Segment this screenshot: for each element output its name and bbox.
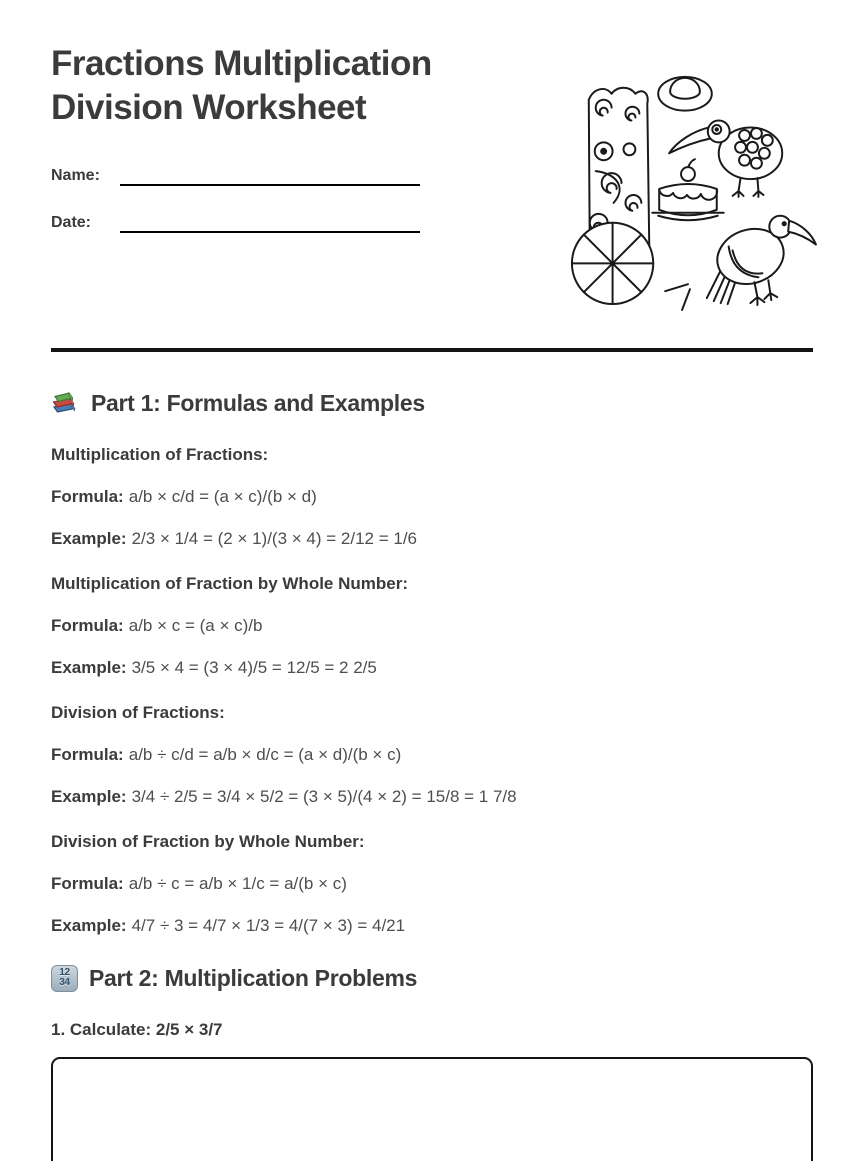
example-text: 3/5 × 4 = (3 × 4)/5 = 12/5 = 2 2/5 xyxy=(131,658,377,677)
section-heading-mult-whole: Multiplication of Fraction by Whole Number: xyxy=(51,574,408,593)
kiwi-bird-2-icon xyxy=(707,216,816,305)
example-text: 3/4 ÷ 2/5 = 3/4 × 5/2 = (3 × 5)/(4 × 2) = 15/8 = 1 7/8 xyxy=(131,787,517,806)
example-label: Example: xyxy=(51,529,127,548)
section-heading-mult-fractions: Multiplication of Fractions: xyxy=(51,445,269,464)
books-icon xyxy=(51,390,80,417)
example-label: Example: xyxy=(51,658,127,677)
part2-heading xyxy=(51,963,813,993)
name-label: Name: xyxy=(51,167,100,184)
formula-text: a/b ÷ c/d = a/b × d/c = (a × d)/(b × c) xyxy=(128,745,402,764)
formula-text: a/b × c = (a × c)/b xyxy=(128,616,263,635)
title-line-1: Fractions Multiplication xyxy=(51,44,432,83)
formula-label: Formula: xyxy=(51,874,124,893)
formula-line xyxy=(51,875,813,892)
formula-line xyxy=(51,617,813,634)
formula-text: a/b ÷ c = a/b × 1/c = a/(b × c) xyxy=(128,874,347,893)
section-heading-div-whole: Division of Fraction by Whole Number: xyxy=(51,832,365,851)
answer-box-problem-1[interactable] xyxy=(51,1057,813,1161)
section-divider xyxy=(51,348,813,352)
problem-1-label: 1. Calculate: 2/5 × 3/7 xyxy=(51,1020,223,1039)
hat-icon xyxy=(658,77,712,111)
example-line xyxy=(51,659,813,676)
title-line-2: Division Worksheet xyxy=(51,88,367,127)
example-text: 2/3 × 1/4 = (2 × 1)/(3 × 4) = 2/12 = 1/6 xyxy=(131,529,418,548)
page-title xyxy=(51,0,571,130)
formula-line xyxy=(51,488,813,505)
numbers-icon xyxy=(51,965,78,992)
example-line xyxy=(51,917,813,934)
name-input-line[interactable] xyxy=(120,166,420,186)
formula-label: Formula: xyxy=(51,487,124,506)
numbers-icon-bottom: 34 xyxy=(59,977,70,988)
part1-heading xyxy=(51,388,813,418)
example-label: Example: xyxy=(51,916,127,935)
numbers-icon-top: 12 xyxy=(59,967,70,978)
formula-label: Formula: xyxy=(51,745,124,764)
part2-title: Part 2: Multiplication Problems xyxy=(89,965,418,991)
date-input-line[interactable] xyxy=(120,213,420,233)
formula-line xyxy=(51,746,813,763)
cake-icon xyxy=(652,159,723,220)
fraction-circle-icon xyxy=(572,223,653,304)
example-label: Example: xyxy=(51,787,127,806)
example-line xyxy=(51,530,813,547)
example-text: 4/7 ÷ 3 = 4/7 × 1/3 = 4/(7 × 3) = 4/21 xyxy=(131,916,406,935)
part1-title: Part 1: Formulas and Examples xyxy=(91,390,425,416)
formula-text: a/b × c/d = (a × c)/(b × d) xyxy=(128,487,317,506)
example-line xyxy=(51,788,813,805)
pencil-strokes-icon xyxy=(665,284,690,310)
formula-label: Formula: xyxy=(51,616,124,635)
section-heading-div-fractions: Division of Fractions: xyxy=(51,703,225,722)
decorative-clipart xyxy=(556,62,814,310)
date-label: Date: xyxy=(51,214,92,231)
